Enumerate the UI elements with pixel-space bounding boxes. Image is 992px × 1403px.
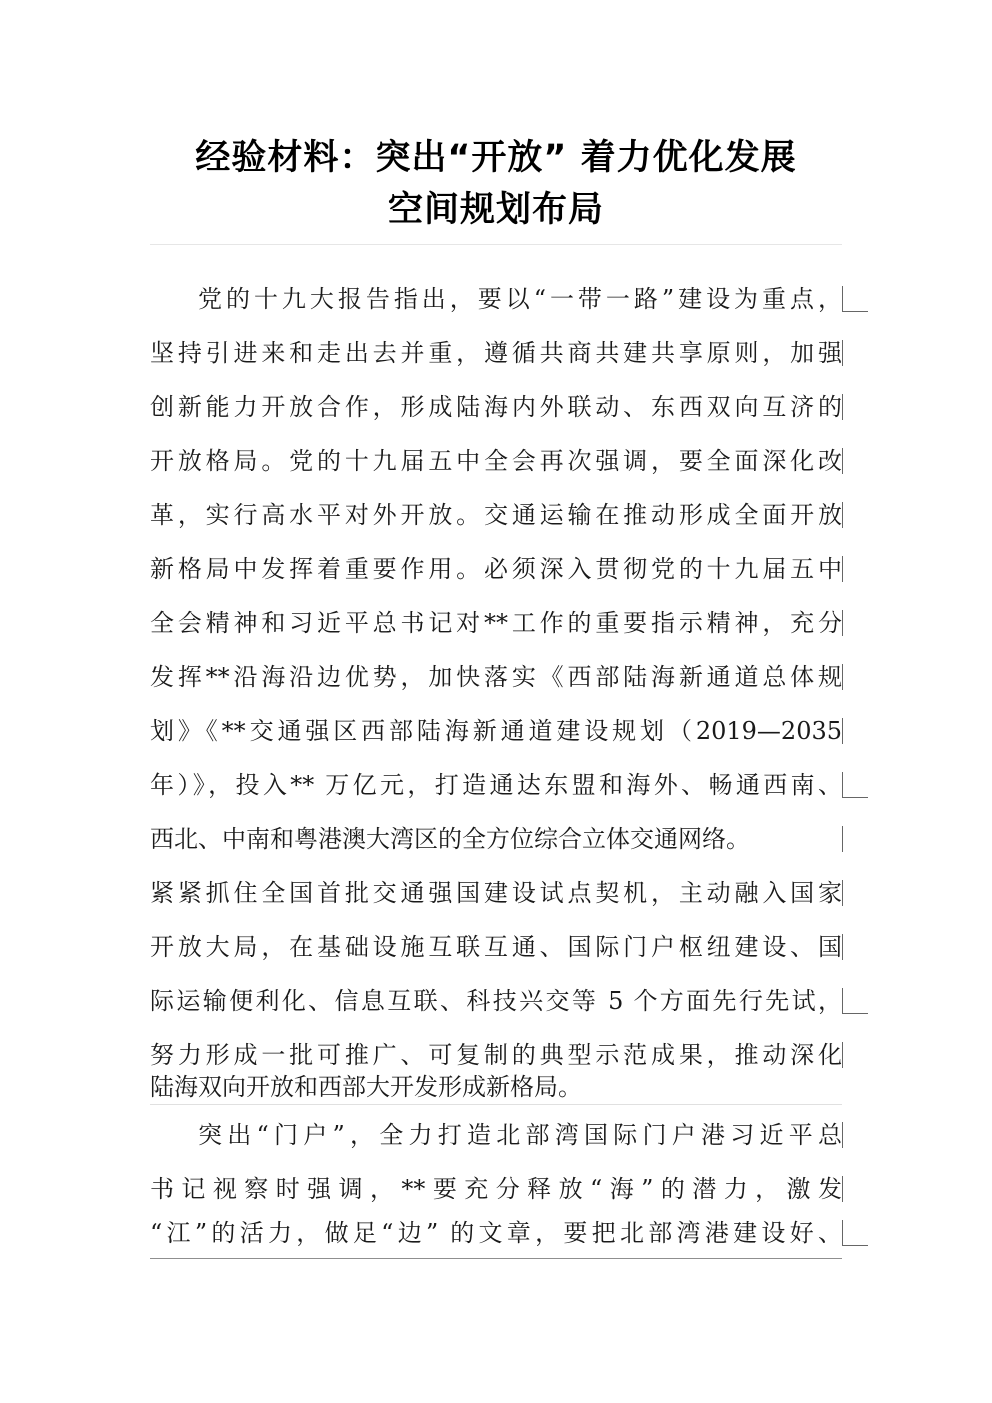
paragraph-line: 努力形成一批可推广、可复制的典型示范成果，推动深化 xyxy=(150,1041,842,1069)
paragraph-line: 年）》，投入** 万亿元，打造通达东盟和海外、畅通西南、 xyxy=(150,771,842,799)
paragraph-line: 全会精神和习近平总书记对**工作的重要指示精神，充分 xyxy=(150,609,842,637)
bottom-divider xyxy=(150,1258,842,1259)
margin-line-marker xyxy=(842,718,843,744)
paragraph-line: 创新能力开放合作，形成陆海内外联动、东西双向互济的 xyxy=(150,393,842,421)
margin-line-marker xyxy=(842,340,843,366)
paragraph-line: 党的十九大报告指出，要以“一带一路”建设为重点， xyxy=(198,285,842,313)
margin-corner-marker xyxy=(842,1220,868,1246)
paragraph-line: 开放格局。党的十九届五中全会再次强调，要全面深化改 xyxy=(150,447,842,475)
document-title-line-2: 空间规划布局 xyxy=(387,190,604,230)
margin-line-marker xyxy=(842,556,843,582)
paragraph-divider xyxy=(150,1104,842,1105)
paragraph-line: 陆海双向开放和西部大开发形成新格局。 xyxy=(150,1073,582,1101)
paragraph-line: 西北、中南和粤港澳大湾区的全方位综合立体交通网络。 xyxy=(150,825,750,853)
margin-line-marker xyxy=(842,610,843,636)
paragraph-line: 书记视察时强调，**要充分释放“海”的潜力，激发 xyxy=(150,1175,842,1203)
margin-line-marker xyxy=(842,394,843,420)
paragraph-line: 开放大局，在基础设施互联互通、国际门户枢纽建设、国 xyxy=(150,933,842,961)
margin-line-marker xyxy=(842,826,843,852)
margin-line-marker xyxy=(842,1122,843,1148)
margin-corner-marker xyxy=(842,772,868,798)
paragraph-line: 新格局中发挥着重要作用。必须深入贯彻党的十九届五中 xyxy=(150,555,842,583)
margin-line-marker xyxy=(842,1176,843,1202)
paragraph-line: 紧紧抓住全国首批交通强国建设试点契机，主动融入国家 xyxy=(150,879,842,907)
paragraph-line: 发挥**沿海沿边优势，加快落实《西部陆海新通道总体规 xyxy=(150,663,842,691)
top-divider xyxy=(150,244,842,245)
margin-line-marker xyxy=(842,1042,843,1068)
margin-line-marker xyxy=(842,448,843,474)
margin-line-marker xyxy=(842,934,843,960)
margin-line-marker xyxy=(842,664,843,690)
paragraph-line: 革，实行高水平对外开放。交通运输在推动形成全面开放 xyxy=(150,501,842,529)
paragraph-line: “江”的活力，做足“边” 的文章，要把北部湾港建设好、 xyxy=(150,1219,842,1247)
paragraph-line: 突出“门户”，全力打造北部湾国际门户港习近平总 xyxy=(198,1121,842,1149)
margin-corner-marker xyxy=(842,988,868,1014)
margin-corner-marker xyxy=(842,286,868,312)
paragraph-line: 际运输便利化、信息互联、科技兴交等 5 个方面先行先试， xyxy=(150,987,842,1015)
paragraph-line: 坚持引进来和走出去并重，遵循共商共建共享原则，加强 xyxy=(150,339,842,367)
margin-line-marker xyxy=(842,880,843,906)
margin-line-marker xyxy=(842,502,843,528)
paragraph-line: 划》《**交通强区西部陆海新通道建设规划（2019—2035 xyxy=(150,717,842,745)
document-title-line-1: 经验材料：突出“开放” 着力优化发展 xyxy=(195,138,797,178)
